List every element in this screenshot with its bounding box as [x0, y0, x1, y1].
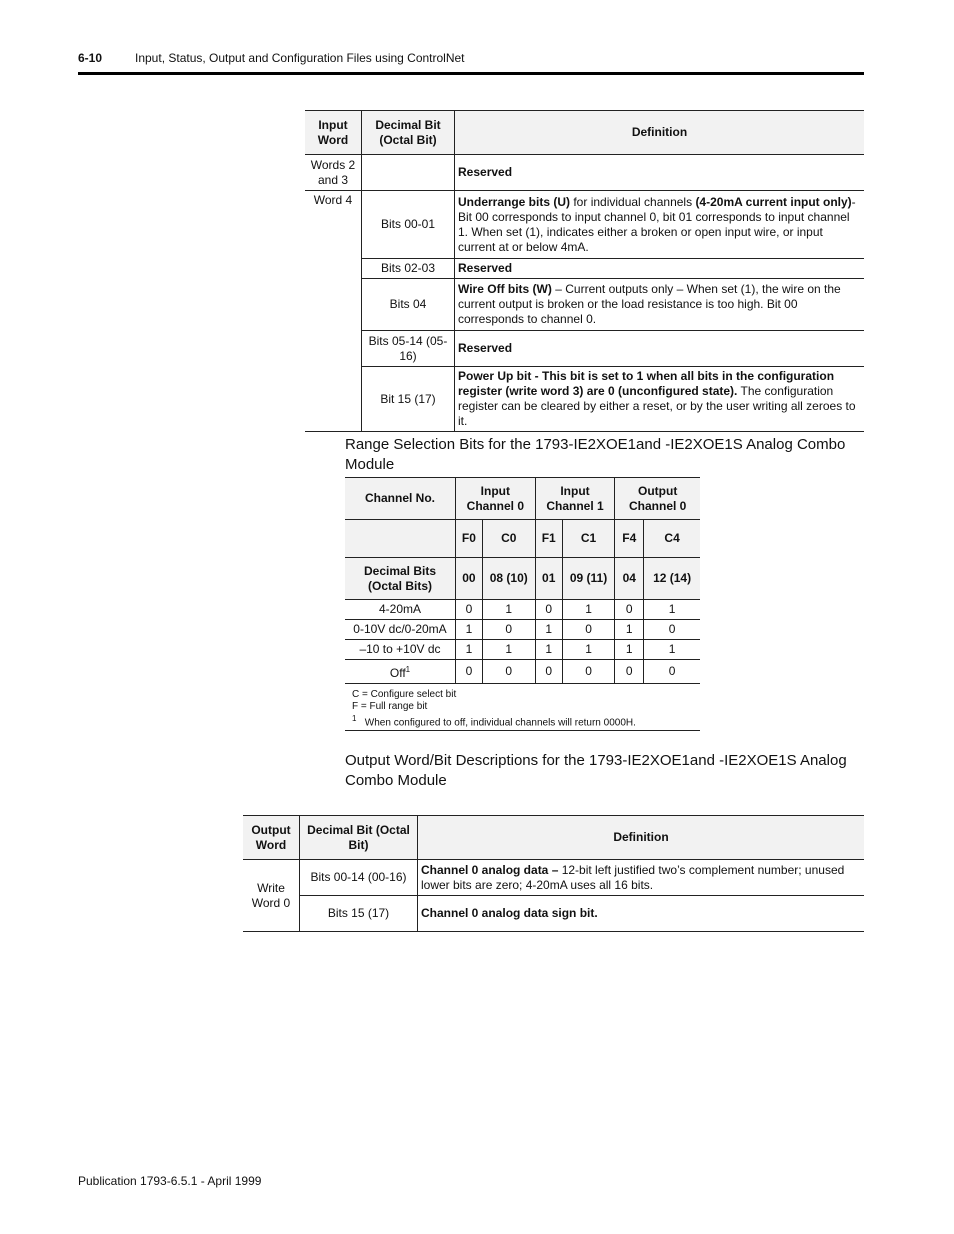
bit-value: 1: [644, 640, 700, 660]
definition-bold: Channel 0 analog data sign bit.: [421, 906, 598, 920]
bit-name-header: F0: [456, 520, 483, 558]
bit-value: 1: [615, 620, 644, 640]
output-word-table: [243, 815, 864, 932]
definition-cell: [455, 331, 865, 367]
definition-text: - Bit 00 corresponds to input channel 0, bit 01 corresponds to input channel 1. When set (1), indicates either a broken or open input wire, or input current at or below 4mA.: [458, 194, 856, 254]
definition-cell: [455, 155, 865, 191]
bit-value: 1: [482, 600, 535, 620]
decimal-bit: 01: [535, 558, 562, 600]
bit-value: 0: [482, 660, 535, 684]
bit-cell: Bits 00-01: [362, 191, 455, 259]
bit-cell: Bit 15 (17): [362, 367, 455, 432]
footnote-marker: 1: [405, 665, 411, 674]
definition-cell: [455, 279, 865, 331]
blank-header: [345, 520, 456, 558]
definition-cell: [455, 191, 865, 259]
bit-value: 0: [615, 600, 644, 620]
decimal-bit: 09 (11): [562, 558, 615, 600]
definition-cell: [455, 367, 865, 432]
publication-footer: Publication 1793-6.5.1 - April 1999: [78, 1174, 262, 1188]
footnote-marker: 1: [352, 714, 357, 723]
bit-value: 0: [535, 660, 562, 684]
bit-value: 1: [456, 640, 483, 660]
input-word-cell: Word 4: [305, 191, 362, 432]
definition-bold: Reserved: [458, 165, 513, 179]
definition-text: for individual channels: [570, 194, 696, 209]
range-label: [345, 660, 456, 684]
decimal-bit: 08 (10): [482, 558, 535, 600]
range-selection-table: [345, 477, 700, 684]
input-word-cell: Words 2 and 3: [305, 155, 362, 191]
definition-bold: Power Up bit - This bit is set to 1 when all bits in the configuration register (write word 3) are 0 (unconfigured state).: [458, 369, 835, 398]
bit-cell: Bits 02-03: [362, 259, 455, 279]
table-row: [345, 660, 700, 684]
table-row: [345, 600, 700, 620]
bit-value: 0: [562, 620, 615, 640]
bit-value: 1: [456, 620, 483, 640]
table-row: [305, 279, 864, 331]
table-row: [243, 860, 864, 896]
definition-bold: (4-20mA current input only): [695, 194, 852, 209]
definition-bold: Wire Off bits (W): [458, 282, 552, 296]
bit-value: 0: [562, 660, 615, 684]
decimal-bit: 04: [615, 558, 644, 600]
legend-note: F = Full range bit: [352, 701, 428, 712]
decimal-bit: 00: [456, 558, 483, 600]
bit-cell: [362, 155, 455, 191]
output-word-cell: Write Word 0: [243, 860, 300, 932]
range-label: –10 to +10V dc: [345, 640, 456, 660]
col-header-definition: Definition: [418, 816, 865, 860]
bit-value: 1: [615, 640, 644, 660]
bit-name-header: F4: [615, 520, 644, 558]
col-header-decimal-bit: Decimal Bit (Octal Bit): [300, 816, 418, 860]
decimal-bits-label: Decimal Bits (Octal Bits): [345, 558, 456, 600]
table-row: [305, 155, 864, 191]
definition-bold: Underrange bits (U): [458, 194, 571, 209]
running-header: Input, Status, Output and Configuration Files using ControlNet: [135, 51, 465, 65]
col-header-definition: Definition: [455, 111, 865, 155]
bit-name-header: C0: [482, 520, 535, 558]
bit-value: 1: [644, 600, 700, 620]
table-row: [305, 259, 864, 279]
definition-bold: Channel 0 analog data –: [421, 862, 559, 877]
definition-cell: [418, 860, 865, 896]
definition-text: The configuration register can be cleared by either a reset, or by the user writing all zeroes to it.: [458, 384, 856, 428]
definition-bold: Reserved: [458, 341, 513, 355]
bit-value: 1: [535, 640, 562, 660]
bit-value: 0: [456, 600, 483, 620]
footnote: [352, 713, 636, 729]
bit-value: 0: [535, 600, 562, 620]
bit-value: 1: [482, 640, 535, 660]
table-row: [305, 331, 864, 367]
header-rule: [78, 72, 864, 75]
table-row: [305, 191, 864, 259]
bit-name-header: C1: [562, 520, 615, 558]
bit-value: 0: [644, 660, 700, 684]
definition-cell: [418, 896, 865, 932]
footnote-text: When configured to off, individual channels will return 0000H.: [364, 717, 636, 729]
decimal-bit: 12 (14): [644, 558, 700, 600]
bit-cell: Bits 15 (17): [300, 896, 418, 932]
bit-value: 1: [535, 620, 562, 640]
bit-value: 0: [456, 660, 483, 684]
bit-cell: Bits 05-14 (05-16): [362, 331, 455, 367]
input-word-table: [305, 110, 864, 432]
range-table-caption: Range Selection Bits for the 1793-IE2XOE1and -IE2XOE1S Analog Combo Module: [345, 436, 846, 473]
bit-value: 0: [482, 620, 535, 640]
col-header-input-word: Input Word: [305, 111, 362, 155]
group-header: Output Channel 0: [615, 478, 700, 520]
bit-value: 1: [562, 640, 615, 660]
bit-value: 0: [615, 660, 644, 684]
channel-no-header: Channel No.: [345, 478, 456, 520]
col-header-decimal-bit: Decimal Bit (Octal Bit): [362, 111, 455, 155]
definition-cell: [455, 259, 865, 279]
bit-name-header: C4: [644, 520, 700, 558]
range-label: 0-10V dc/0-20mA: [345, 620, 456, 640]
table-row: [345, 640, 700, 660]
footnote-rule: [345, 730, 700, 731]
definition-text: 12-bit left justified two’s complement number; unused lower bits are zero; 4-20mA uses all 16 bits.: [421, 862, 845, 892]
page-number: 6-10: [78, 51, 103, 65]
output-table-caption: Output Word/Bit Descriptions for the 1793-IE2XOE1and -IE2XOE1S Analog Combo Module: [345, 752, 847, 789]
col-header-output-word: Output Word: [243, 816, 300, 860]
group-header: Input Channel 1: [535, 478, 615, 520]
bit-name-header: F1: [535, 520, 562, 558]
definition-bold: Reserved: [458, 261, 513, 275]
bit-value: 0: [644, 620, 700, 640]
table-row: [305, 367, 864, 432]
range-label: 4-20mA: [345, 600, 456, 620]
bit-cell: Bits 00-14 (00-16): [300, 860, 418, 896]
group-header: Input Channel 0: [456, 478, 536, 520]
range-label-text: Off: [389, 666, 406, 680]
legend-note: C = Configure select bit: [352, 689, 457, 700]
definition-text: – Current outputs only – When set (1), the wire on the current output is broken or the load resistance is too high. Bit 00 corresponds to channel 0.: [458, 282, 841, 326]
table-row: [345, 620, 700, 640]
table-row: [243, 896, 864, 932]
bit-value: 1: [562, 600, 615, 620]
bit-cell: Bits 04: [362, 279, 455, 331]
